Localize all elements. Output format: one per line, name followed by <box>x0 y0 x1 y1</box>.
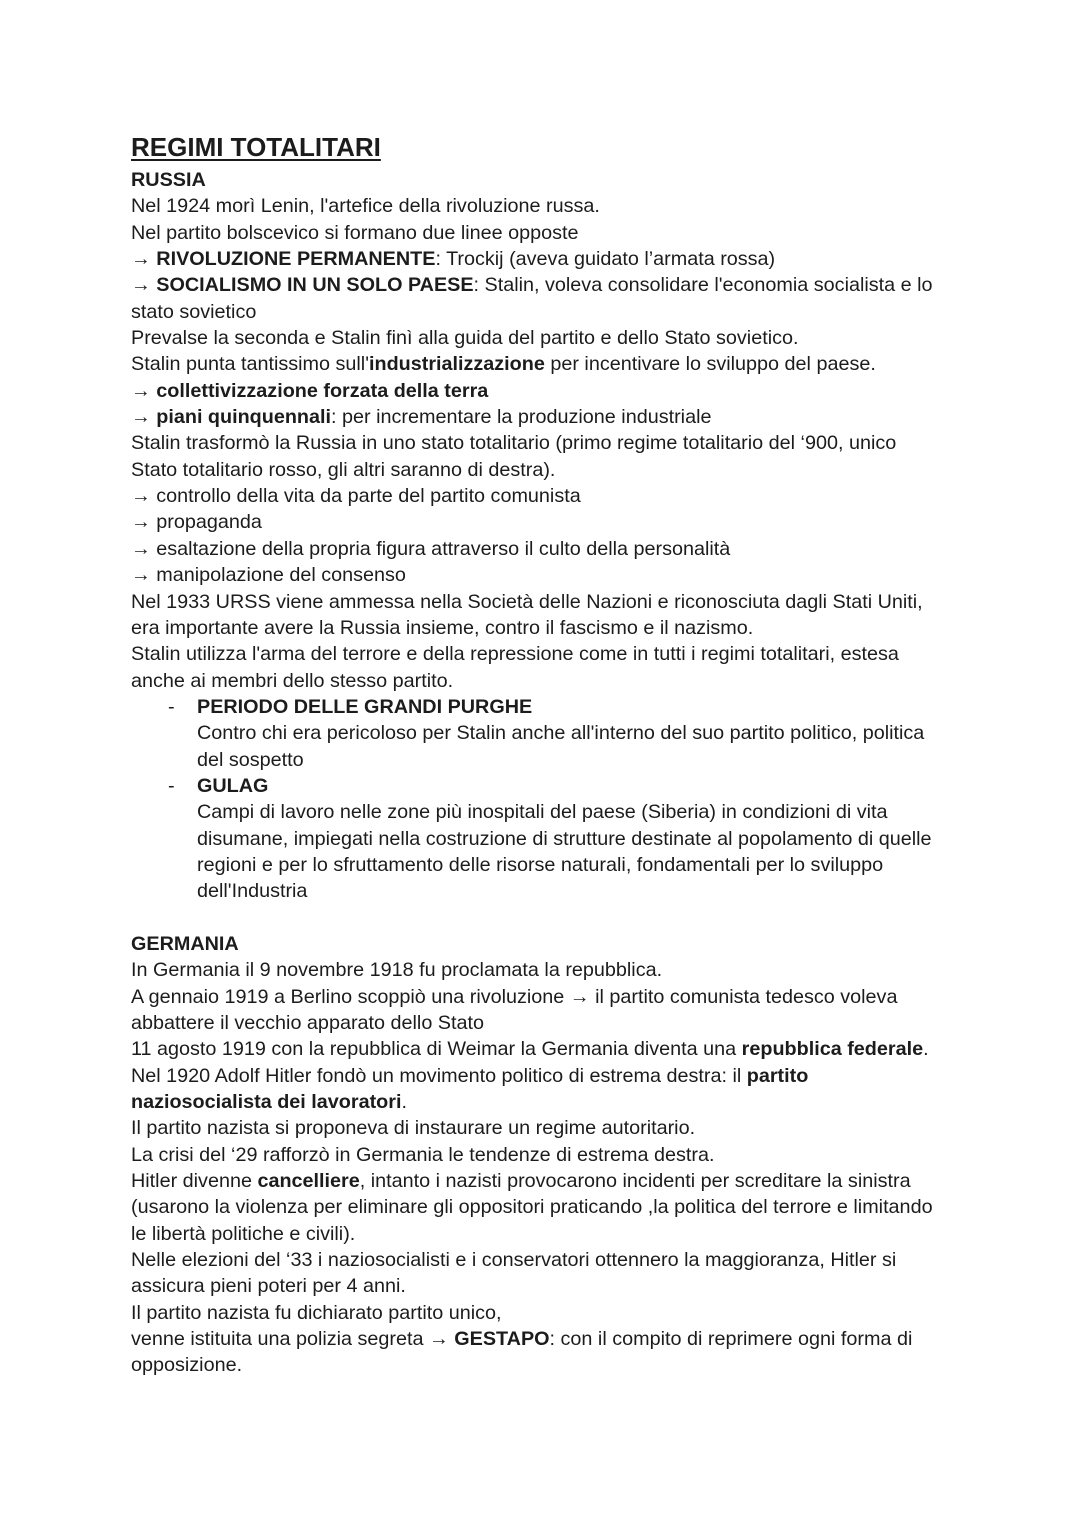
paragraph-line: Nel partito bolscevico si formano due linee opposte <box>131 221 579 244</box>
text-segment: Nel 1920 Adolf Hitler fondò un movimento politico di estrema destra: il <box>131 1064 747 1087</box>
arrow-item: → propaganda <box>131 511 262 534</box>
bullet-item-text: regioni e per lo sfruttamento delle risorse naturali, fondamentali per lo sviluppo <box>197 853 884 876</box>
text-segment: per incentivare lo sviluppo del paese. <box>544 353 876 376</box>
paragraph-line: anche ai membri dello stesso partito. <box>131 669 454 692</box>
bullet-item-gulag <box>131 773 961 905</box>
arrow-item: → esaltazione della propria figura attraverso il culto della personalità <box>131 537 731 560</box>
bold-term: industrializzazione <box>368 353 545 376</box>
text-segment: Hitler divenne <box>131 1170 258 1193</box>
bullet-item-title: PERIODO DELLE GRANDI PURGHE <box>197 695 533 718</box>
bullet-marker: - <box>168 774 175 797</box>
text-segment: Stalin punta tantissimo sull' <box>131 353 369 376</box>
arrow-item-piani-quinquennali <box>131 404 961 430</box>
paragraph-line: Il partito nazista si proponeva di instaurare un regime autoritario. <box>131 1117 696 1140</box>
bold-term: piani quinquennali <box>156 406 332 429</box>
arrow-symbol: → <box>131 274 157 297</box>
paragraph-line-gestapo <box>131 1326 961 1352</box>
text-segment: venne istituita una polizia segreta → <box>131 1328 455 1351</box>
arrow-item: → manipolazione del consenso <box>131 564 406 587</box>
bullet-marker: - <box>168 695 175 718</box>
paragraph-line-industrializzazione <box>131 351 961 377</box>
arrow-symbol: → <box>131 379 157 402</box>
section-heading-germania: GERMANIA <box>131 932 239 955</box>
paragraph-line: (usarono la violenza per eliminare gli oppositori praticando ,la politica del terrore e limitando <box>131 1196 933 1219</box>
paragraph-line: Il partito nazista fu dichiarato partito unico, <box>131 1301 502 1324</box>
paragraph-line-hitler <box>131 1063 961 1089</box>
bold-term: GESTAPO <box>454 1328 550 1351</box>
arrow-item: → controllo della vita da parte del partito comunista <box>131 485 581 508</box>
bullet-item-text: Campi di lavoro nelle zone più inospitali del paese (Siberia) in condizioni di vita <box>197 801 888 824</box>
arrow-symbol: → <box>131 406 157 429</box>
bullet-item-title: GULAG <box>197 774 269 797</box>
paragraph-line: era importante avere la Russia insieme, contro il fascismo e il nazismo. <box>131 616 754 639</box>
paragraph-line: Stalin trasformò la Russia in uno stato totalitario (primo regime totalitario del ‘900, unico <box>131 432 897 455</box>
bold-term: cancelliere <box>257 1170 360 1193</box>
item-text: : per incrementare la produzione industriale <box>331 406 712 429</box>
paragraph-line-hitler-cont <box>131 1089 961 1115</box>
paragraph-line-cancelliere <box>131 1168 961 1194</box>
paragraph-line: abbattere il vecchio apparato dello Stato <box>131 1012 485 1034</box>
paragraph-line: Stalin utilizza l'arma del terrore e della repressione come in tutti i regimi totalitari, estesa <box>131 643 899 666</box>
paragraph-line: Prevalse la seconda e Stalin finì alla guida del partito e dello Stato sovietico. <box>131 327 799 350</box>
paragraph-line: Stato totalitario rosso, gli altri saranno di destra). <box>131 458 556 481</box>
bold-term: partito <box>746 1064 809 1087</box>
paragraph-line-weimar <box>131 1036 961 1062</box>
arrow-item-rivoluzione-permanente <box>131 246 961 272</box>
arrow-symbol: → <box>131 248 157 271</box>
section-spacer <box>131 905 961 931</box>
paragraph-line: le libertà politiche e civili). <box>131 1222 356 1245</box>
text-segment: 11 agosto 1919 con la repubblica di Weimar la Germania diventa una <box>131 1038 742 1061</box>
text-segment: : con il compito di reprimere ogni forma di <box>549 1328 913 1351</box>
paragraph-line: Nelle elezioni del ‘33 i naziosocialisti e i conservatori ottennero la maggioranza, Hitler si <box>131 1249 897 1272</box>
bullet-item-text: disumane, impiegati nella costruzione di strutture destinate al popolamento di quelle <box>197 827 932 850</box>
bold-term: SOCIALISMO IN UN SOLO PAESE <box>156 274 474 297</box>
item-text: : Stalin, voleva consolidare l'economia socialista e lo <box>473 274 933 297</box>
document-title: REGIMI TOTALITARI <box>131 132 381 162</box>
text-segment: . <box>923 1038 929 1061</box>
text-segment: , intanto i nazisti provocarono incidenti per screditare la sinistra <box>359 1170 911 1193</box>
bullet-item-text: del sospetto <box>197 748 304 771</box>
text-segment: . <box>401 1091 407 1114</box>
paragraph-line: In Germania il 9 novembre 1918 fu proclamata la repubblica. <box>131 959 663 982</box>
paragraph-line: stato sovietico <box>131 300 257 323</box>
bold-term: repubblica federale <box>741 1038 924 1061</box>
bullet-item-grandi-purghe <box>131 694 961 773</box>
section-russia <box>131 167 961 905</box>
document-page <box>131 131 961 1379</box>
bullet-item-title-line <box>168 773 961 799</box>
bullet-item-title-line <box>168 694 961 720</box>
paragraph-line: La crisi del ‘29 rafforzò in Germania le tendenze di estrema destra. <box>131 1143 715 1166</box>
paragraph-line: assicura pieni poteri per 4 anni. <box>131 1275 406 1298</box>
bold-term: RIVOLUZIONE PERMANENTE <box>156 248 436 271</box>
bullet-item-text: dell'Industria <box>197 880 308 903</box>
paragraph-line: Nel 1933 URSS viene ammessa nella Società delle Nazioni e riconosciuta dagli Stati Uniti, <box>131 590 923 613</box>
item-text: : Trockij (aveva guidato l’armata rossa) <box>435 248 776 271</box>
paragraph-line: Nel 1924 morì Lenin, l'artefice della rivoluzione russa. <box>131 195 600 218</box>
bold-term: collettivizzazione forzata della terra <box>156 379 489 402</box>
bold-term: naziosocialista dei lavoratori <box>131 1091 402 1114</box>
paragraph-line: A gennaio 1919 a Berlino scoppiò una rivoluzione → il partito comunista tedesco voleva <box>131 985 898 1008</box>
arrow-item-collettivizzazione <box>131 378 961 404</box>
bullet-item-text: Contro chi era pericoloso per Stalin anche all'interno del suo partito politico, politica <box>197 722 925 745</box>
arrow-item-socialismo <box>131 272 961 298</box>
paragraph-line: opposizione. <box>131 1354 243 1377</box>
section-germania <box>131 931 961 1379</box>
section-heading-russia: RUSSIA <box>131 169 206 191</box>
